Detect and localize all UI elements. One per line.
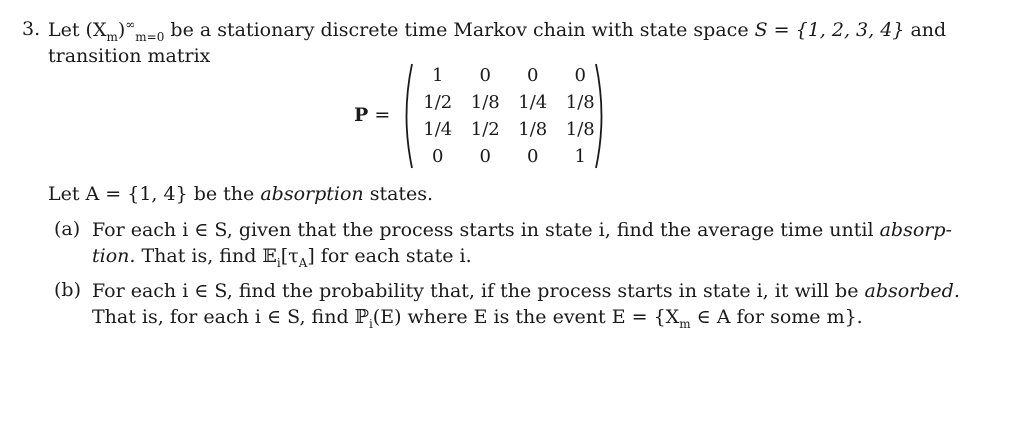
part-a-sub-a: A [298,255,308,270]
matrix-cell: 1/8 [565,119,595,140]
state-space: S = {1, 2, 3, 4} [754,19,905,41]
matrix-cell: 1 [574,146,586,167]
matrix-label-letter: P [354,104,369,126]
part-b-sub-m: m [679,316,691,331]
intro-line-1 [48,18,946,42]
matrix-cell: 1/8 [565,92,595,113]
matrix-cell: 0 [432,146,444,167]
matrix-row [414,89,604,116]
matrix-cell: 1/2 [423,92,453,113]
intro-close-paren: ) [117,19,126,41]
matrix-cell: 0 [479,65,491,86]
intro-and: and [904,19,947,41]
absorption-line [48,182,433,206]
part-a-italic: absorp- [879,219,952,241]
right-paren-icon [594,62,608,170]
intro-text-start: Let (X [48,19,107,41]
intro-superscript: ∞ [125,17,136,32]
part-b-sub-i: i [368,316,373,331]
matrix-cell: 0 [574,65,586,86]
part-a-text-2: That is, find 𝔼 [135,245,277,267]
part-a-sub-i: i [276,255,281,270]
matrix-cell: 0 [527,146,539,167]
matrix-cell: 1/2 [470,119,500,140]
part-a-italic-2: tion. [92,245,136,267]
absorption-text-end: states. [363,183,434,205]
matrix-cell: 1 [432,65,444,86]
part-b-text-4: ∈ A for some m}. [690,306,863,328]
absorption-text-start: Let A = {1, 4} be the [48,183,261,205]
matrix-cell: 1/4 [423,119,453,140]
matrix-equals: = [368,104,391,126]
matrix-cells [414,62,604,170]
part-b-label: (b) [54,279,81,301]
matrix-cell: 1/8 [518,119,548,140]
matrix-label [354,104,390,126]
matrix-cell: 0 [479,146,491,167]
part-a-text-4: ] for each state i. [307,245,472,267]
part-b-line-1 [92,279,960,303]
part-b-text-3: (E) where E is the event E = {X [372,306,680,328]
part-a-line-1 [92,218,952,242]
part-b-line-2 [92,305,863,329]
part-b-text-2: That is, for each i ∈ S, find ℙ [92,306,369,328]
part-a-text: For each i ∈ S, given that the process starts in state i, find the average time until [92,219,880,241]
part-a-text-3: [τ [280,245,299,267]
matrix-row [414,143,604,170]
intro-subscript-m: m [106,29,118,44]
matrix-row [414,62,604,89]
intro-subscript: m=0 [135,29,165,44]
matrix-row [414,116,604,143]
part-b-italic: absorbed. [864,280,960,302]
part-a-label: (a) [54,218,81,240]
part-b-text: For each i ∈ S, find the probability that, if the process starts in state i, it will be [92,280,865,302]
intro-line-2: transition matrix [48,45,211,67]
matrix-cell: 0 [527,65,539,86]
absorption-word: absorption [260,183,364,205]
problem-number: 3. [22,18,41,40]
intro-text-middle: be a stationary discrete time Markov chain with state space [164,19,755,41]
matrix-cell: 1/8 [470,92,500,113]
matrix-cell: 1/4 [518,92,548,113]
left-paren-icon [400,62,414,170]
part-a-line-2 [92,244,472,268]
